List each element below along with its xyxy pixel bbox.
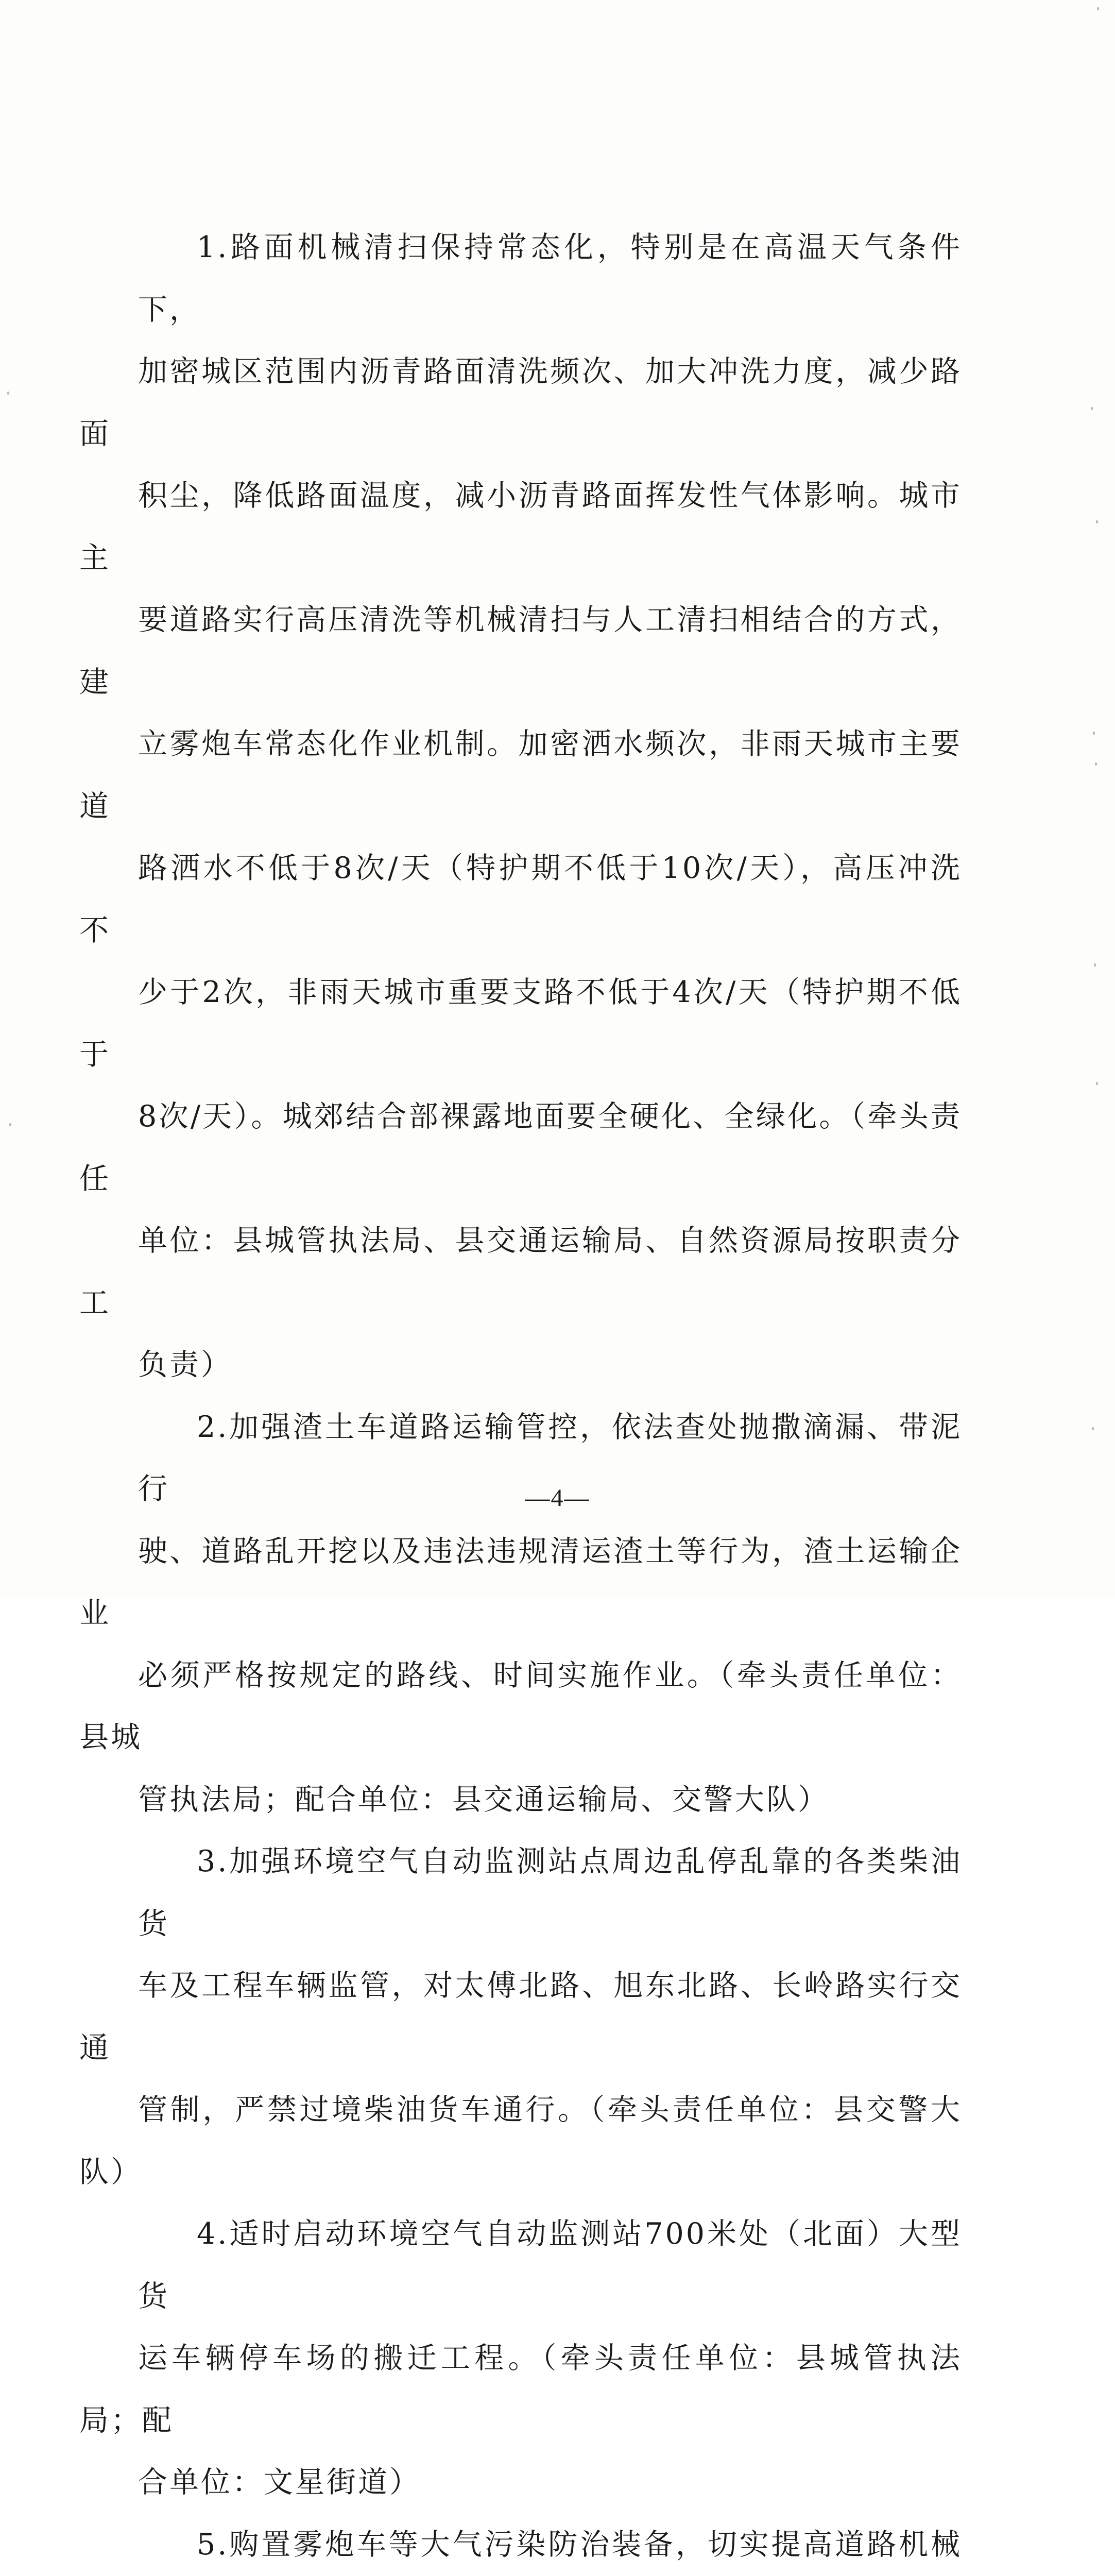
text-line: 3.加强环境空气自动监测站点周边乱停乱靠的各类柴油货: [138, 1831, 962, 1955]
scan-speck: [1092, 1427, 1094, 1430]
scan-speck: [1093, 732, 1095, 735]
scan-speck: [1096, 520, 1098, 523]
text-line: 加密城区范围内沥青路面清洗频次、加大冲洗力度，减少路面: [79, 341, 962, 465]
text-line: 积尘，降低路面温度，减小沥青路面挥发性气体影响。城市主: [79, 465, 962, 589]
text-line: 少于2次，非雨天城市重要支路不低于4次/天（特护期不低于: [79, 961, 962, 1086]
text-line: 驶、道路乱开挖以及违法违规清运渣土等行为，渣土运输企业: [79, 1520, 962, 1645]
paragraph-item-2: [138, 1396, 962, 1831]
scan-speck: [1095, 762, 1097, 766]
scan-speck: [1096, 1082, 1098, 1085]
paragraph-item-3: [138, 1831, 962, 2203]
text-line: 管执法局；配合单位：县交通运输局、交警大队）: [79, 1769, 962, 1831]
document-body: [138, 216, 962, 2576]
text-line: 8次/天）。城郊结合部裸露地面要全硬化、全绿化。（牵头责任: [79, 1086, 962, 1210]
text-line: 车及工程车辆监管，对太傅北路、旭东北路、长岭路实行交通: [79, 1955, 962, 2079]
scan-speck: [1091, 407, 1093, 410]
scan-speck: [1097, 7, 1099, 10]
text-line: 4.适时启动环境空气自动监测站700米处（北面）大型货: [138, 2203, 962, 2327]
text-line: 单位：县城管执法局、县交通运输局、自然资源局按职责分工: [79, 1210, 962, 1334]
page-number: —4—: [0, 1484, 1115, 1512]
scan-speck: [9, 1123, 11, 1126]
text-line: 2.加强渣土车道路运输管控，依法查处抛撒滴漏、带泥行: [138, 1396, 962, 1520]
text-line: 管制，严禁过境柴油货车通行。（牵头责任单位：县交警大队）: [79, 2079, 962, 2203]
text-line: 立雾炮车常态化作业机制。加密洒水频次，非雨天城市主要道: [79, 713, 962, 837]
text-line: 1.路面机械清扫保持常态化，特别是在高温天气条件下，: [138, 216, 962, 341]
text-line: 要道路实行高压清洗等机械清扫与人工清扫相结合的方式，建: [79, 589, 962, 713]
paragraph-item-1: [138, 216, 962, 1396]
paragraph-item-5: [138, 2514, 962, 2576]
text-line: 必须严格按规定的路线、时间实施作业。（牵头责任单位：县城: [79, 1645, 962, 1769]
text-line: 5.购置雾炮车等大气污染防治装备，切实提高道路机械: [138, 2514, 962, 2576]
scan-speck: [1094, 963, 1096, 967]
text-line: 运车辆停车场的搬迁工程。（牵头责任单位：县城管执法局；配: [79, 2327, 962, 2451]
text-line: 合单位：文星街道）: [79, 2451, 962, 2514]
text-line: 负责）: [79, 1334, 962, 1396]
text-line: 路洒水不低于8次/天（特护期不低于10次/天），高压冲洗不: [79, 837, 962, 961]
scan-speck: [7, 392, 9, 395]
paragraph-item-4: [138, 2203, 962, 2514]
